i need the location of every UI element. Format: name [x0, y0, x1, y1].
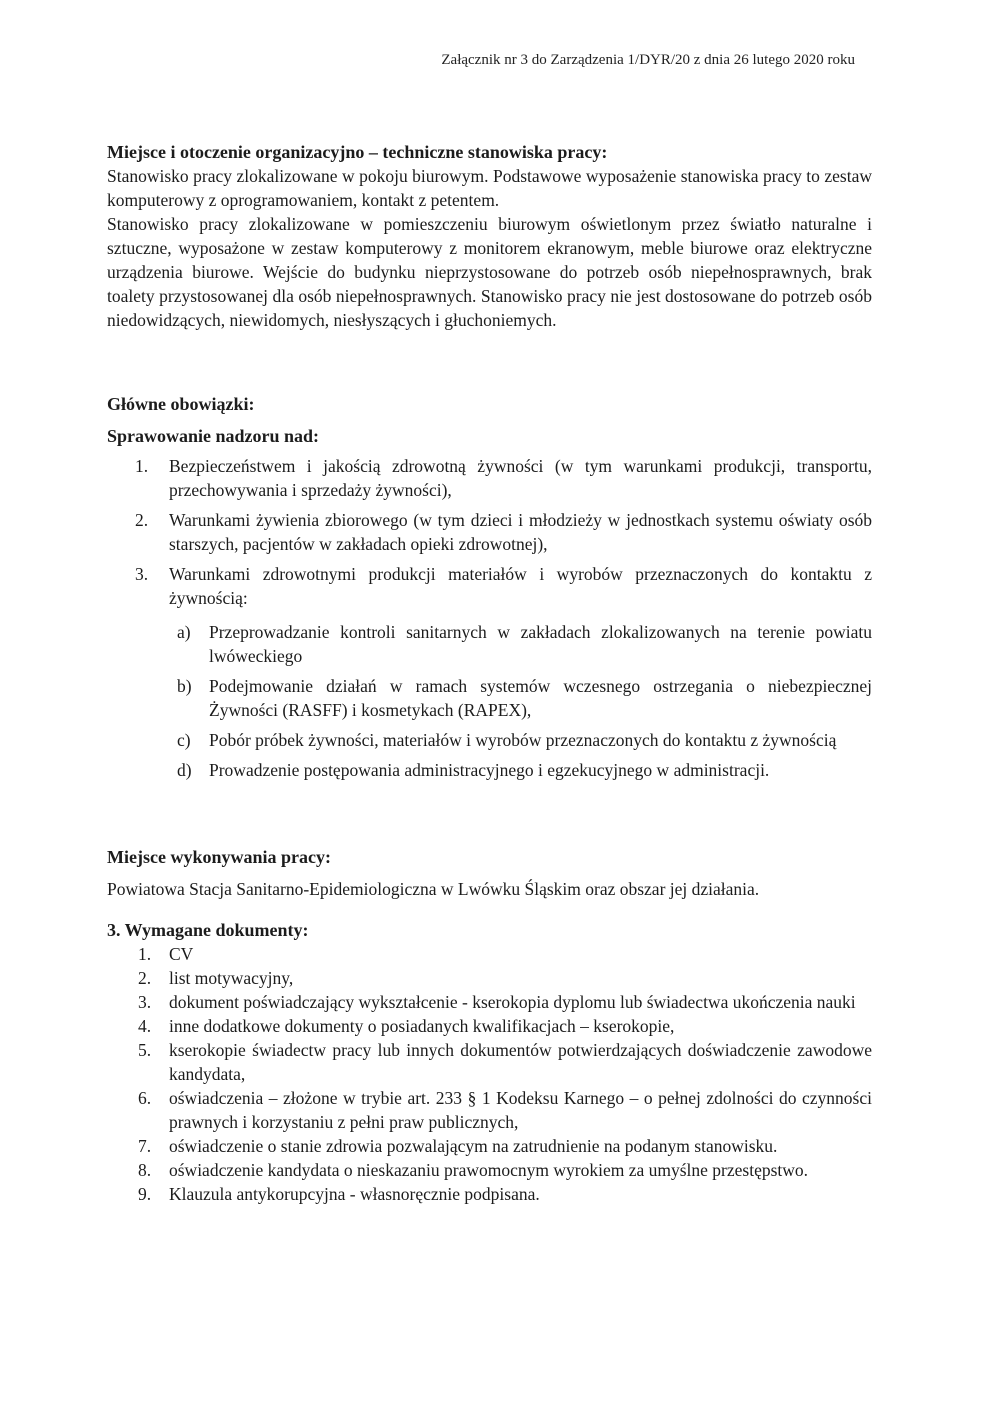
list-item-text: inne dodatkowe dokumenty o posiadanych kwalifikacjach – kserokopie,	[169, 1016, 675, 1036]
list-item	[107, 990, 872, 1014]
workplace-heading: Miejsce i otoczenie organizacyjno – techniczne stanowiska pracy:	[107, 142, 608, 162]
list-number: 1.	[135, 456, 149, 476]
list-item-text: list motywacyjny,	[169, 968, 294, 988]
list-item-text: oświadczenie o stanie zdrowia pozwalającym na zatrudnienie na podanym stanowisku.	[169, 1136, 778, 1156]
duties-section	[107, 392, 872, 788]
list-item	[107, 454, 872, 502]
list-item-text: kserokopie świadectw pracy lub innych dokumentów potwierdzających doświadczenie zawodowe kandydata,	[169, 1040, 872, 1084]
place-section	[107, 845, 872, 901]
list-item-text: dokument poświadczający wykształcenie - kserokopia dyplomu lub świadectwa ukończenia nauki	[169, 992, 856, 1012]
documents-section	[107, 918, 872, 1206]
list-item	[107, 758, 872, 782]
workplace-section	[107, 140, 872, 332]
list-number: 4.	[138, 1016, 152, 1036]
list-number: 2.	[135, 510, 149, 530]
list-number: 6.	[138, 1088, 152, 1108]
list-item	[107, 1038, 872, 1086]
list-number: 8.	[138, 1160, 152, 1180]
list-number: 7.	[138, 1136, 152, 1156]
documents-list	[107, 942, 872, 1206]
place-text: Powiatowa Stacja Sanitarno-Epidemiologiczna w Lwówku Śląskim oraz obszar jej działania.	[107, 879, 760, 899]
duties-heading: Główne obowiązki:	[107, 394, 255, 414]
list-number: 5.	[138, 1040, 152, 1060]
list-item-text: Prowadzenie postępowania administracyjnego i egzekucyjnego w administracji.	[209, 760, 770, 780]
list-letter: d)	[177, 760, 192, 780]
place-heading: Miejsce wykonywania pracy:	[107, 847, 331, 867]
list-item	[107, 1158, 872, 1182]
list-item-text: oświadczenia – złożone w trybie art. 233 § 1 Kodeksu Karnego – o pełnej zdolności do czynności prawnych i korzystaniu z pełni praw publicznych,	[169, 1088, 872, 1132]
duties-sublist	[107, 620, 872, 782]
list-item	[107, 1182, 872, 1206]
list-letter: c)	[177, 730, 191, 750]
list-item	[107, 674, 872, 722]
list-letter: a)	[177, 622, 191, 642]
list-item-text: Klauzula antykorupcyjna - własnoręcznie podpisana.	[169, 1184, 540, 1204]
duties-list	[107, 454, 872, 610]
workplace-paragraph-1: Stanowisko pracy zlokalizowane w pokoju biurowym. Podstawowe wyposażenie stanowiska pracy to zestaw komputerowy z oprogramowaniem, kontakt z petentem.	[107, 166, 872, 210]
list-item	[107, 966, 872, 990]
list-item-text: Warunkami żywienia zbiorowego (w tym dzieci i młodzieży w jednostkach systemu oświaty osób starszych, pacjentów w zakładach opieki zdrowotnej),	[169, 510, 872, 554]
list-letter: b)	[177, 676, 192, 696]
list-item	[107, 942, 872, 966]
list-number: 9.	[138, 1184, 152, 1204]
documents-heading: 3. Wymagane dokumenty:	[107, 920, 309, 940]
duties-subheading: Sprawowanie nadzoru nad:	[107, 426, 320, 446]
list-item	[107, 620, 872, 668]
list-item-text: oświadczenie kandydata o nieskazaniu prawomocnym wyrokiem za umyślne przestępstwo.	[169, 1160, 809, 1180]
list-item	[107, 1086, 872, 1134]
list-item	[107, 562, 872, 610]
workplace-paragraph-2: Stanowisko pracy zlokalizowane w pomieszczeniu biurowym oświetlonym przez światło naturalne i sztuczne, wyposażone w zestaw komputerowy z monitorem ekranowym, meble biurowe oraz elektryczne urządzenia biurowe. Wejście do budynku nieprzystosowane do potrzeb osób niepełnosprawnych, brak toalety przystosowanej dla osób niepełnosprawnych. Stanowisko pracy nie jest dostosowane do potrzeb osób niedowidzących, niewidomych, niesłyszących i głuchoniemych.	[107, 214, 872, 330]
list-item	[107, 1134, 872, 1158]
list-item-text: Warunkami zdrowotnymi produkcji materiałów i wyrobów przeznaczonych do kontaktu z żywnością:	[169, 564, 872, 608]
annex-note: Załącznik nr 3 do Zarządzenia 1/DYR/20 z dnia 26 lutego 2020 roku	[441, 52, 855, 68]
list-item-text: Przeprowadzanie kontroli sanitarnych w zakładach zlokalizowanych na terenie powiatu lwóweckiego	[209, 622, 872, 666]
list-item	[107, 1014, 872, 1038]
list-item	[107, 508, 872, 556]
list-number: 2.	[138, 968, 152, 988]
list-number: 3.	[138, 992, 152, 1012]
list-item-text: Pobór próbek żywności, materiałów i wyrobów przeznaczonych do kontaktu z żywnością	[209, 730, 837, 750]
list-item-text: Podejmowanie działań w ramach systemów wczesnego ostrzegania o niebezpiecznej Żywności (RASFF) i kosmetykach (RAPEX),	[209, 676, 872, 720]
list-item	[107, 728, 872, 752]
list-number: 1.	[138, 944, 152, 964]
list-item-text: Bezpieczeństwem i jakością zdrowotną żywności (w tym warunkami produkcji, transportu, przechowywania i sprzedaży żywności),	[169, 456, 872, 500]
list-item-text: CV	[169, 944, 194, 964]
list-number: 3.	[135, 564, 149, 584]
